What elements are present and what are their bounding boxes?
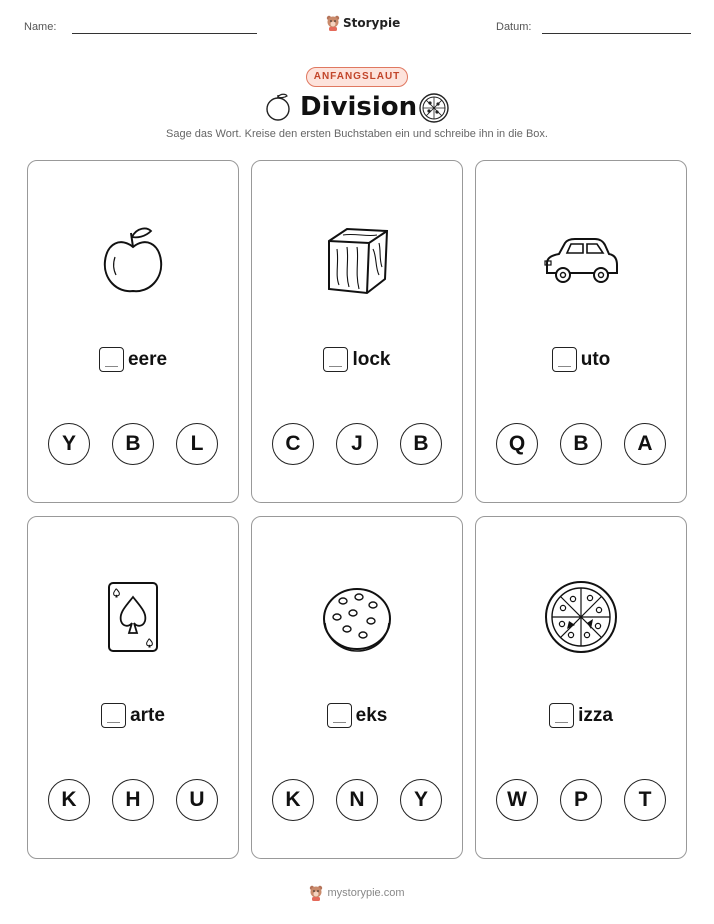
car-icon bbox=[541, 223, 621, 299]
bear-mascot-icon bbox=[309, 885, 323, 901]
letter-choice[interactable]: B bbox=[112, 423, 154, 465]
word-row bbox=[28, 703, 238, 728]
word-card bbox=[251, 516, 463, 859]
card-illustration bbox=[476, 579, 686, 655]
card-illustration bbox=[252, 223, 462, 299]
letter-choices bbox=[476, 779, 686, 821]
card-illustration bbox=[476, 223, 686, 299]
letter-choice[interactable]: K bbox=[272, 779, 314, 821]
title-row bbox=[0, 90, 714, 126]
answer-box[interactable] bbox=[327, 703, 352, 728]
footer-url[interactable]: mystorypie.com bbox=[327, 887, 405, 899]
letter-choice[interactable]: B bbox=[560, 423, 602, 465]
header bbox=[0, 14, 714, 44]
answer-box[interactable] bbox=[549, 703, 574, 728]
letter-choice[interactable]: L bbox=[176, 423, 218, 465]
word-row bbox=[476, 703, 686, 728]
letter-choice[interactable]: B bbox=[400, 423, 442, 465]
letter-choice[interactable]: Y bbox=[48, 423, 90, 465]
word-remainder: uto bbox=[580, 348, 611, 370]
letter-choices bbox=[28, 423, 238, 465]
word-row bbox=[476, 347, 686, 372]
letter-choices bbox=[252, 779, 462, 821]
pizza-small-icon bbox=[418, 92, 450, 124]
letter-choice[interactable]: H bbox=[112, 779, 154, 821]
word-remainder: arte bbox=[130, 704, 165, 726]
instructions: Sage das Wort. Kreise den ersten Buchstaben ein und schreibe ihn in die Box. bbox=[166, 128, 548, 140]
letter-choice[interactable]: Q bbox=[496, 423, 538, 465]
word-card bbox=[251, 160, 463, 503]
word-card bbox=[475, 516, 687, 859]
brand-logo bbox=[326, 14, 400, 32]
brand-name: Storypie bbox=[343, 16, 401, 30]
word-remainder: izza bbox=[578, 704, 613, 726]
card-illustration bbox=[28, 579, 238, 655]
answer-box[interactable] bbox=[323, 347, 348, 372]
letter-choices bbox=[476, 423, 686, 465]
word-card bbox=[27, 516, 239, 859]
apple-icon bbox=[95, 223, 171, 299]
word-remainder: eks bbox=[355, 704, 388, 726]
letter-choice[interactable]: C bbox=[272, 423, 314, 465]
letter-choices bbox=[28, 779, 238, 821]
card-illustration bbox=[28, 223, 238, 299]
word-remainder: lock bbox=[352, 348, 391, 370]
letter-choice[interactable]: P bbox=[560, 779, 602, 821]
pizza-icon bbox=[543, 579, 619, 655]
bear-mascot-icon bbox=[326, 15, 340, 31]
letter-choice[interactable]: T bbox=[624, 779, 666, 821]
spade-card-icon bbox=[95, 579, 171, 655]
word-card bbox=[475, 160, 687, 503]
category-badge: ANFANGSLAUT bbox=[306, 67, 408, 87]
answer-box[interactable] bbox=[552, 347, 577, 372]
answer-box[interactable] bbox=[99, 347, 124, 372]
letter-choice[interactable]: A bbox=[624, 423, 666, 465]
cookie-icon bbox=[319, 579, 395, 655]
word-card bbox=[27, 160, 239, 503]
answer-box[interactable] bbox=[101, 703, 126, 728]
letter-choice[interactable]: J bbox=[336, 423, 378, 465]
page-title: Division bbox=[300, 92, 418, 122]
name-label: Name: bbox=[24, 21, 57, 33]
wood-block-icon bbox=[319, 223, 395, 299]
word-row bbox=[252, 703, 462, 728]
word-row bbox=[28, 347, 238, 372]
letter-choice[interactable]: Y bbox=[400, 779, 442, 821]
date-line[interactable] bbox=[542, 33, 691, 34]
letter-choice[interactable]: K bbox=[48, 779, 90, 821]
footer bbox=[0, 885, 714, 901]
orange-icon bbox=[264, 92, 292, 122]
date-label: Datum: bbox=[496, 21, 532, 33]
card-illustration bbox=[252, 579, 462, 655]
letter-choice[interactable]: W bbox=[496, 779, 538, 821]
word-remainder: eere bbox=[127, 348, 168, 370]
letter-choices bbox=[252, 423, 462, 465]
word-row bbox=[252, 347, 462, 372]
name-line[interactable] bbox=[72, 33, 257, 34]
letter-choice[interactable]: U bbox=[176, 779, 218, 821]
letter-choice[interactable]: N bbox=[336, 779, 378, 821]
